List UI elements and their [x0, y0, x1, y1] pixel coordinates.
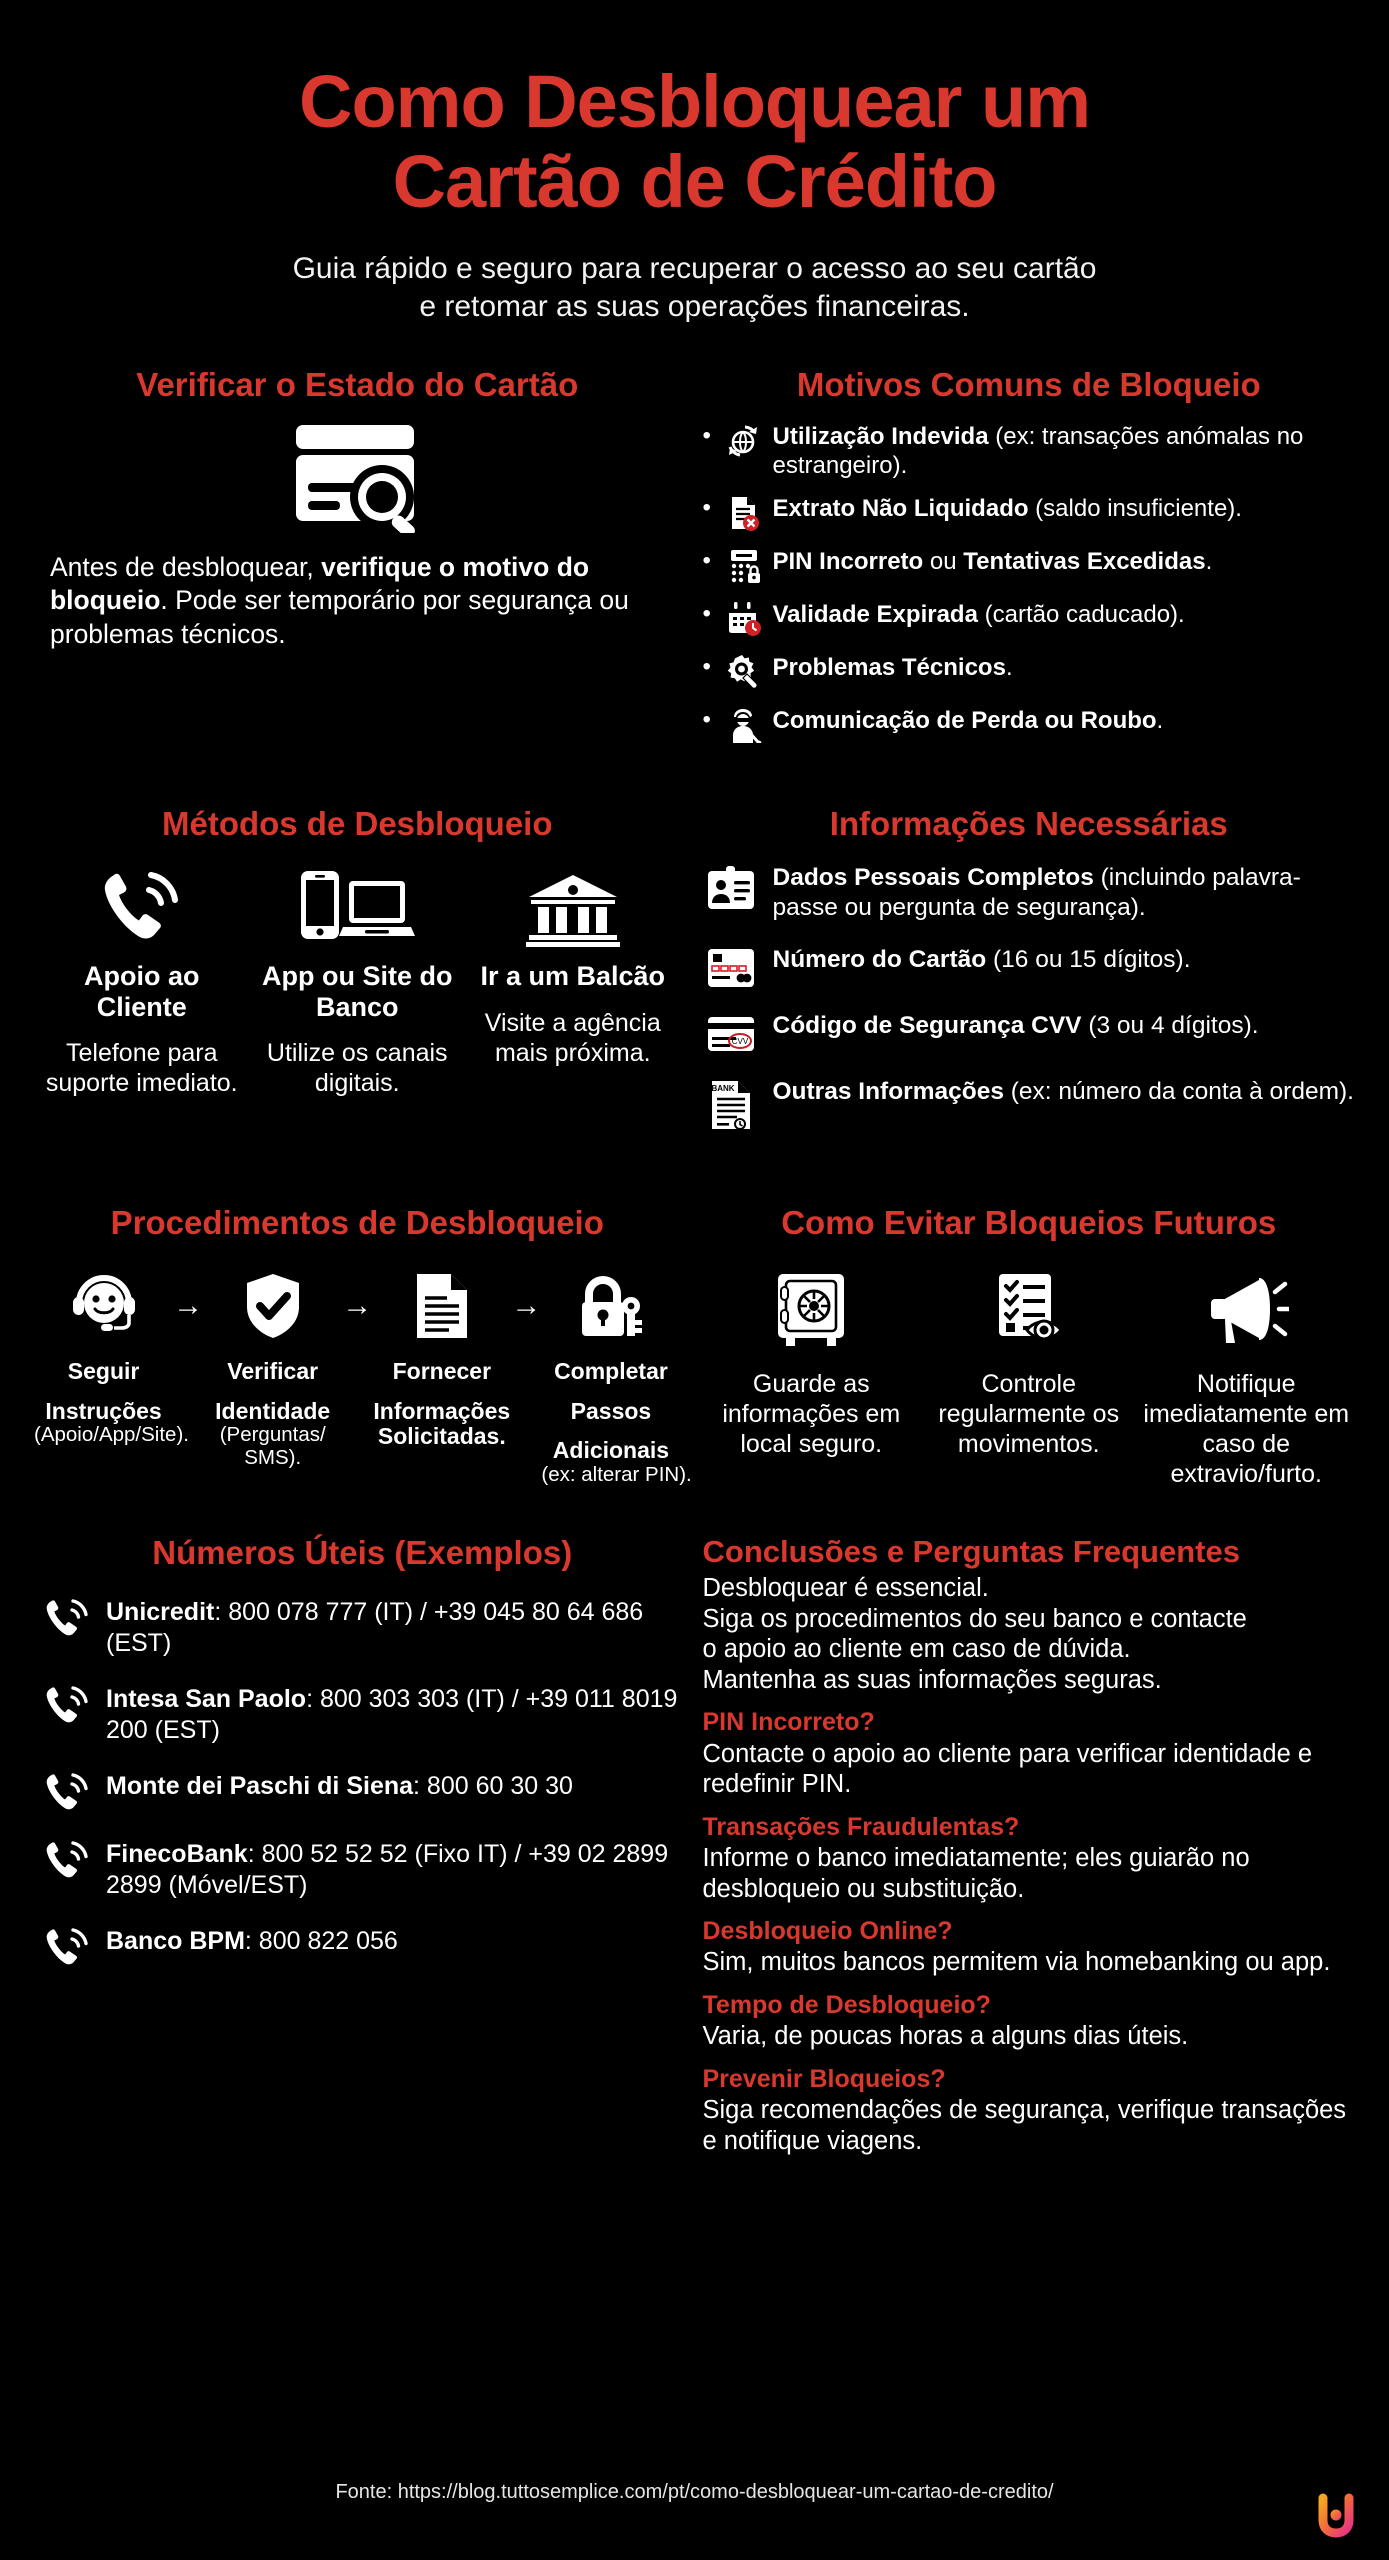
row-check-reasons [34, 367, 1355, 759]
section-conclusoes-faq [695, 1535, 1356, 2156]
section-motivos-bloqueio [695, 367, 1356, 759]
step-fornecer-informacoes [372, 1267, 511, 1450]
pin-pad-lock-icon [724, 546, 764, 586]
section-heading-evitar: Como Evitar Bloqueios Futuros [781, 1203, 1277, 1241]
credit-card-search-icon [34, 421, 681, 533]
faq-item [703, 2064, 1356, 2156]
faq-question: Transações Fraudulentas? [702, 1812, 1020, 1841]
subtitle-line-1: Guia rápido e seguro para recuperar o acesso ao seu cartão [292, 251, 1097, 285]
calendar-clock-icon [724, 599, 764, 639]
document-lines-icon [372, 1267, 511, 1345]
phone-ringing-icon [38, 865, 246, 947]
reason-rest: (ex: transações anómalas no estrangeiro). [772, 422, 1304, 479]
bullet-dot: • [702, 653, 711, 681]
method-app-site [250, 865, 466, 1099]
list-item [703, 493, 1356, 533]
phone-text [106, 1597, 681, 1658]
section-evitar-bloqueios [695, 1205, 1356, 1489]
method-name: Apoio ao Cliente [84, 960, 200, 1022]
step-verificar-identidade [203, 1267, 342, 1470]
info-list [703, 863, 1356, 1131]
reason-bold: Validade Expirada [772, 601, 978, 629]
title-line-1: Como Desbloquear um [299, 60, 1090, 143]
phone-text [106, 1839, 681, 1900]
phone-text [106, 1926, 681, 1957]
list-item [44, 1597, 681, 1658]
faq-question: PIN Incorreto? [702, 1708, 875, 1737]
step-name-line1: Fornecer [392, 1357, 492, 1384]
phone-bank: Banco BPM [106, 1927, 245, 1956]
megaphone-icon [1143, 1267, 1351, 1353]
gradient-u-logo [1315, 2490, 1357, 2542]
prevent-text: Notifique imediatamente em caso de extravio/furto. [1143, 1369, 1350, 1488]
faq-item [703, 1916, 1356, 1978]
info-text [773, 1077, 1356, 1107]
reason-rest: ou [923, 548, 964, 576]
step-name-line1: Seguir [67, 1357, 140, 1384]
section-informacoes-necessarias [695, 806, 1356, 1152]
method-desc: Telefone para suporte imediato. [45, 1039, 238, 1098]
list-item [703, 1011, 1356, 1055]
phone-bank: Intesa San Paolo [106, 1685, 307, 1714]
step-name-line1: Verificar [227, 1357, 319, 1384]
section-heading-metodos: Métodos de Desbloqueio [161, 805, 553, 843]
phone-ringing-icon [44, 1684, 90, 1726]
phone-number: : 800 078 777 (IT) / +39 045 80 64 686 (EST) [106, 1598, 644, 1657]
info-text [773, 945, 1356, 975]
row-numbers-faq [34, 1535, 1355, 2156]
faq-answer: Informe o banco imediatamente; eles guiarão no desbloqueio ou substituição. [702, 1843, 1250, 1903]
info-rest: (ex: número da conta à ordem). [1003, 1077, 1354, 1105]
globe-refresh-icon [724, 421, 764, 461]
phone-bank: FinecoBank [106, 1840, 248, 1869]
step-name-line1: Completar [554, 1357, 668, 1384]
phone-bank: Unicredit [106, 1598, 215, 1627]
info-text [773, 863, 1356, 923]
list-item [703, 945, 1356, 989]
step-name-line2: Identidade [215, 1397, 331, 1424]
reason-bold: Extrato Não Liquidado [772, 495, 1029, 523]
faq-intro-line-3: o apoio ao cliente em caso de dúvida. [702, 1635, 1131, 1664]
id-card-icon [703, 863, 759, 911]
info-bold: Outras Informações [772, 1077, 1004, 1105]
phone-number: : 800 60 30 30 [413, 1772, 573, 1801]
row-methods-info [34, 806, 1355, 1152]
faq-intro-line-2: Siga os procedimentos do seu banco e contacte [702, 1604, 1247, 1633]
lock-key-icon [541, 1267, 680, 1345]
arrow-right-icon: → [173, 1288, 204, 1322]
reason-rest: . [1005, 654, 1013, 682]
info-bold: Código de Segurança CVV [772, 1011, 1082, 1039]
reason-rest: . [1156, 707, 1164, 735]
prevent-guarde [703, 1267, 921, 1489]
method-name: App ou Site do Banco [262, 960, 453, 1022]
step-name-line2: Informações [373, 1397, 511, 1424]
list-item [703, 652, 1356, 692]
bullet-dot: • [702, 494, 711, 522]
phone-bank: Monte dei Paschi di Siena [106, 1772, 414, 1801]
list-item [703, 599, 1356, 639]
bullet-dot: • [702, 706, 711, 734]
step-name-line2: Instruções [45, 1397, 162, 1424]
method-apoio-cliente [34, 865, 250, 1099]
reason-bold: Problemas Técnicos [772, 654, 1006, 682]
step-completar-passos [541, 1267, 692, 1487]
bullet-dot: • [702, 547, 711, 575]
info-text [773, 1011, 1356, 1041]
reason-text [773, 493, 1356, 524]
method-desc: Utilize os canais digitais. [266, 1039, 448, 1098]
bullet-dot: • [702, 600, 711, 628]
method-balcao [465, 865, 681, 1099]
method-name: Ir a um Balcão [480, 960, 666, 991]
faq-answer: Varia, de poucas horas a alguns dias úteis. [702, 2022, 1189, 2051]
faq-intro-line-1: Desbloquear é essencial. [702, 1573, 989, 1602]
faq-question: Desbloqueio Online? [702, 1917, 953, 1946]
section-heading-motivos: Motivos Comuns de Bloqueio [796, 365, 1261, 403]
thief-icon [724, 705, 764, 745]
method-desc: Visite a agência mais próxima. [484, 1008, 661, 1067]
section-heading-faq: Conclusões e Perguntas Frequentes [702, 1533, 1240, 1569]
list-item [44, 1771, 681, 1813]
reason-bold: Utilização Indevida [772, 422, 989, 450]
step-seguir-instrucoes [34, 1267, 189, 1447]
arrow-right-icon: → [511, 1288, 542, 1322]
phones-list [44, 1597, 681, 1968]
reason-rest: (cartão caducado). [977, 601, 1185, 629]
faq-answer: Siga recomendações de segurança, verifique transações e notifique viagens. [702, 2096, 1347, 2155]
shield-check-icon [203, 1267, 342, 1345]
verificar-body [34, 551, 681, 651]
faq-item [703, 1812, 1356, 1904]
reason-bold: PIN Incorreto [772, 548, 924, 576]
info-bold: Número do Cartão [772, 945, 987, 973]
phone-number: : 800 303 303 (IT) / +39 011 8019 200 (EST) [106, 1685, 678, 1744]
prevent-controle [920, 1267, 1138, 1489]
reasons-list [703, 421, 1356, 746]
list-item [703, 1077, 1356, 1131]
safe-vault-icon [708, 1267, 916, 1353]
info-bold: Dados Pessoais Completos [772, 863, 1094, 891]
card-number-icon [703, 945, 759, 989]
faq-intro-line-4: Mantenha as suas informações seguras. [702, 1665, 1162, 1694]
reason-bold-2: Tentativas Excedidas [963, 548, 1206, 576]
step-sub-line1: (Perguntas/ [219, 1423, 326, 1447]
phone-text [106, 1771, 681, 1802]
checklist-eye-icon [925, 1267, 1133, 1353]
reason-text [773, 546, 1356, 577]
faq-answer: Sim, muitos bancos permitem via homebanking ou app. [702, 1948, 1331, 1977]
support-agent-icon [34, 1267, 173, 1345]
phone-ringing-icon [44, 1771, 90, 1813]
faq-intro [703, 1573, 1356, 1695]
title-line-2: Cartão de Crédito [392, 139, 997, 223]
arrow-right-icon: → [342, 1288, 373, 1322]
footer-source: Fonte: https://blog.tuttosemplice.com/pt/como-desbloquear-um-cartao-de-credito/ [335, 2481, 1054, 2503]
reason-text [773, 421, 1356, 481]
bank-document-icon [703, 1077, 759, 1131]
step-sub-line2: SMS). [244, 1446, 302, 1470]
verificar-body-tail: . Pode ser temporário por segurança ou problemas técnicos. [50, 585, 629, 649]
reason-bold: Comunicação de Perda ou Roubo [772, 707, 1157, 735]
info-rest: (16 ou 15 dígitos). [986, 945, 1191, 973]
card-cvv-icon [703, 1011, 759, 1055]
reason-text [773, 705, 1356, 736]
steps-flow [34, 1267, 692, 1487]
subtitle-line-2: e retomar as suas operações financeiras. [419, 290, 970, 324]
step-sub-line2: (ex: alterar PIN). [541, 1463, 692, 1487]
section-heading-informacoes: Informações Necessárias [829, 805, 1228, 843]
verificar-body-bold: verifique o motivo do bloqueio [50, 551, 590, 616]
section-verificar-estado [34, 367, 695, 759]
list-item [703, 705, 1356, 745]
verificar-body-lead: Antes de desbloquear, [50, 551, 322, 582]
reason-rest: (saldo insuficiente). [1028, 495, 1242, 523]
prevent-text: Controle regularmente os movimentos. [938, 1369, 1120, 1458]
page-subtitle [34, 250, 1355, 327]
list-item [44, 1926, 681, 1968]
phone-laptop-icon [254, 865, 462, 947]
gear-wrench-icon [724, 652, 764, 692]
phone-number: : 800 52 52 52 (Fixo IT) / +39 02 2899 2899 (Móvel/EST) [106, 1840, 669, 1899]
step-name-line3: Adicionais [552, 1437, 670, 1464]
svg-text:BANK: BANK [710, 1083, 735, 1093]
section-heading-verificar: Verificar o Estado do Cartão [136, 365, 579, 403]
faq-answer: Contacte o apoio ao cliente para verificar identidade e redefinir PIN. [702, 1739, 1313, 1799]
document-error-icon [724, 493, 764, 533]
faq-item [703, 1707, 1356, 1799]
step-sub-line1: Solicitadas. [377, 1423, 506, 1450]
info-rest: (incluindo palavra-passe ou pergunta de segurança). [772, 863, 1301, 921]
step-sub-line1: (Apoio/App/Site). [34, 1423, 189, 1447]
phone-ringing-icon [44, 1839, 90, 1881]
section-numeros-uteis [34, 1535, 695, 2156]
list-item [44, 1684, 681, 1745]
prevent-grid [703, 1267, 1356, 1489]
phone-number: : 800 822 056 [244, 1927, 398, 1956]
svg-text:CVV: CVV [731, 1036, 748, 1046]
prevent-text: Guarde as informações em local seguro. [722, 1369, 901, 1458]
list-item [703, 421, 1356, 481]
faq-item [703, 1990, 1356, 2052]
faq-question: Prevenir Bloqueios? [702, 2064, 946, 2093]
reason-rest-2: . [1205, 548, 1213, 576]
section-heading-procedimentos: Procedimentos de Desbloqueio [110, 1203, 604, 1241]
bullet-dot: • [702, 421, 711, 449]
section-heading-numeros: Números Úteis (Exemplos) [152, 1533, 573, 1571]
info-rest: (3 ou 4 dígitos). [1081, 1011, 1259, 1039]
step-name-line2: Passos [570, 1397, 652, 1424]
prevent-notifique [1138, 1267, 1356, 1489]
methods-grid [34, 865, 681, 1099]
reason-text [773, 652, 1356, 683]
row-procedures-prevent [34, 1205, 1355, 1489]
list-item [703, 546, 1356, 586]
faq-question: Tempo de Desbloqueio? [702, 1991, 991, 2020]
bank-building-icon [469, 865, 677, 947]
section-procedimentos [34, 1205, 695, 1489]
list-item [44, 1839, 681, 1900]
reason-text [773, 599, 1356, 630]
phone-text [106, 1684, 681, 1745]
list-item [703, 863, 1356, 923]
phone-ringing-icon [44, 1597, 90, 1639]
section-metodos-desbloqueio [34, 806, 695, 1152]
phone-ringing-icon [44, 1926, 90, 1968]
page-title [34, 0, 1355, 222]
